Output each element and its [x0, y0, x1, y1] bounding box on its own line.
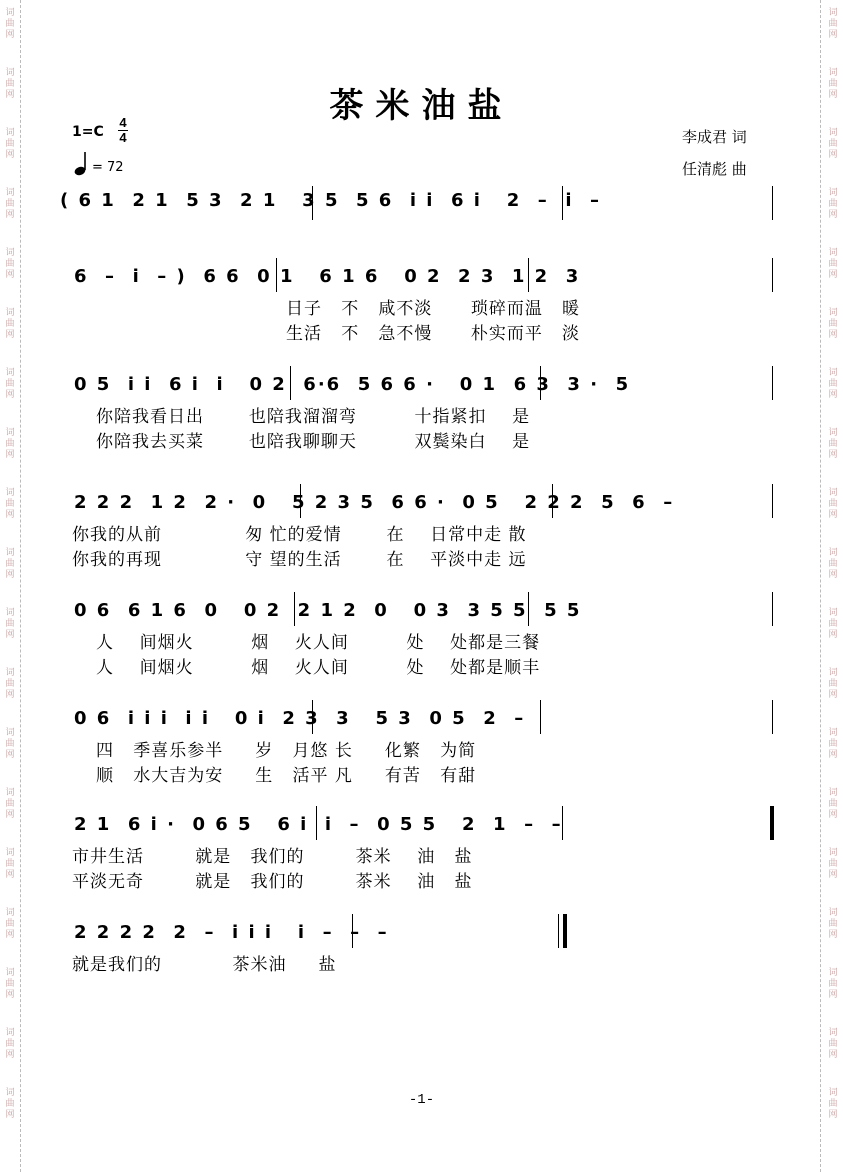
final-barline-thin [558, 914, 559, 948]
barline [772, 484, 773, 518]
watermark-text: 词 曲 网 [828, 668, 838, 700]
tempo-marking: = 72 [92, 160, 124, 175]
barline [316, 806, 317, 840]
watermark-text: 词 曲 网 [828, 368, 838, 400]
lyrics-verse-2: 平淡无奇 就是 我们的 茶米 油 盐 [72, 872, 473, 892]
watermark-text: 词 曲 网 [828, 248, 838, 280]
notes-line: 0 6 i i i i i 0 i 2 3 3 5 3 0 5 2 – [74, 708, 526, 729]
composer-credit: 任清彪 曲 [682, 160, 747, 178]
watermark-text: 词 曲 网 [828, 908, 838, 940]
barline [562, 806, 563, 840]
watermark-text: 词 曲 网 [828, 968, 838, 1000]
lyrics-verse-1: 你陪我看日出 也陪我溜溜弯 十指紧扣 是 [96, 407, 531, 427]
notes-line: 2 1 6 i · 0 6 5 6 i i – 0 5 5 2 1 – – [74, 814, 563, 835]
repeat-barline [770, 806, 774, 840]
barline [562, 186, 563, 220]
watermark-text: 词 曲 网 [5, 248, 15, 280]
watermark-text: 词 曲 网 [828, 728, 838, 760]
barline [540, 700, 541, 734]
lyrics-verse-2: 你我的再现 守 望的生活 在 平淡中走 远 [72, 550, 527, 570]
barline [540, 366, 541, 400]
lyrics-verse-1: 日子 不 咸不淡 琐碎而温 暖 [286, 299, 581, 319]
watermark-text: 词 曲 网 [5, 428, 15, 460]
time-signature [118, 116, 128, 145]
lyrics-verse-1: 市井生活 就是 我们的 茶米 油 盐 [72, 847, 473, 867]
watermark-text: 词 曲 网 [828, 428, 838, 460]
watermark-text: 词 曲 网 [5, 788, 15, 820]
watermark-text: 词 曲 网 [828, 548, 838, 580]
watermark-text: 词 曲 网 [5, 1028, 15, 1060]
watermark-text: 词 曲 网 [5, 908, 15, 940]
watermark-text: 词 曲 网 [828, 488, 838, 520]
barline [772, 258, 773, 292]
lyrics-verse-1: 你我的从前 匆 忙的爱情 在 日常中走 散 [72, 525, 527, 545]
watermark-text: 词 曲 网 [828, 1028, 838, 1060]
barline [312, 700, 313, 734]
barline [276, 258, 277, 292]
barline [772, 366, 773, 400]
watermark-text: 词 曲 网 [5, 68, 15, 100]
barline [294, 592, 295, 626]
notes-line: 0 5 i i 6 i i 0 2 6·6 5 6 6 · 0 1 6 3 3 · 5 [74, 374, 631, 395]
watermark-text: 词 曲 网 [5, 728, 15, 760]
watermark-text: 词 曲 网 [828, 128, 838, 160]
barline [772, 186, 773, 220]
time-signature-top: 4 [119, 115, 127, 130]
watermark-text: 词 曲 网 [5, 128, 15, 160]
page-number: -1- [408, 1092, 435, 1108]
watermark-text: 词 曲 网 [5, 488, 15, 520]
watermark-text: 词 曲 网 [828, 608, 838, 640]
lyrics-verse-2: 顺 水大吉为安 生 活平 凡 有苦 有甜 [96, 766, 477, 786]
barline [528, 592, 529, 626]
lyrics-verse-1: 人 间烟火 烟 火人间 处 处都是三餐 [96, 633, 541, 653]
watermark-text: 词 曲 网 [5, 8, 15, 40]
watermark-text: 词 曲 网 [828, 68, 838, 100]
notes-line: 2 2 2 1 2 2 · 0 5 2 3 5 6 6 · 0 5 2 2 2 5 6 – [74, 492, 675, 513]
notes-line: ( 6 1 2 1 5 3 2 1 3 5 5 6 i i 6 i 2 – i – [60, 190, 602, 211]
barline [772, 592, 773, 626]
watermark-text: 词 曲 网 [828, 788, 838, 820]
watermark-text: 词 曲 网 [5, 848, 15, 880]
lyrics-verse-2: 人 间烟火 烟 火人间 处 处都是顺丰 [96, 658, 541, 678]
watermark-text: 词 曲 网 [5, 608, 15, 640]
barline [300, 484, 301, 518]
song-title: 茶米油盐 [329, 86, 514, 126]
final-barline-thick [563, 914, 567, 948]
lyrics-verse-1: 就是我们的 茶米油 盐 [72, 955, 337, 975]
barline [772, 700, 773, 734]
watermark-text: 词 曲 网 [5, 1088, 15, 1120]
lyrics-verse-2: 生活 不 急不慢 朴实而平 淡 [286, 324, 581, 344]
watermark-text: 词 曲 网 [5, 668, 15, 700]
notes-line: 6 – i – ) 6 6 0 1 6 1 6 0 2 2 3 1 2 3 [74, 266, 581, 287]
notes-line: 2 2 2 2 2 – i i i i – – – [74, 922, 389, 943]
watermark-text: 词 曲 网 [5, 548, 15, 580]
watermark-text: 词 曲 网 [5, 368, 15, 400]
watermark-text: 词 曲 网 [5, 188, 15, 220]
barline [290, 366, 291, 400]
key-signature: 1=C [72, 124, 104, 140]
watermark-text: 词 曲 网 [828, 8, 838, 40]
watermark-text: 词 曲 网 [828, 1088, 838, 1120]
time-signature-bottom: 4 [119, 130, 127, 145]
barline [552, 484, 553, 518]
lyrics-verse-1: 四 季喜乐参半 岁 月悠 长 化繁 为简 [96, 741, 477, 761]
watermark-text: 词 曲 网 [828, 188, 838, 220]
watermark-text: 词 曲 网 [5, 968, 15, 1000]
watermark-text: 词 曲 网 [828, 848, 838, 880]
notes-line: 0 6 6 1 6 0 0 2 2 1 2 0 0 3 3 5 5 5 5 [74, 600, 582, 621]
quarter-note-icon [74, 150, 94, 176]
barline [352, 914, 353, 948]
watermark-text: 词 曲 网 [828, 308, 838, 340]
lyricist-credit: 李成君 词 [682, 128, 747, 146]
lyrics-verse-2: 你陪我去买菜 也陪我聊聊天 双鬓染白 是 [96, 432, 531, 452]
watermark-text: 词 曲 网 [5, 308, 15, 340]
barline [528, 258, 529, 292]
barline [312, 186, 313, 220]
